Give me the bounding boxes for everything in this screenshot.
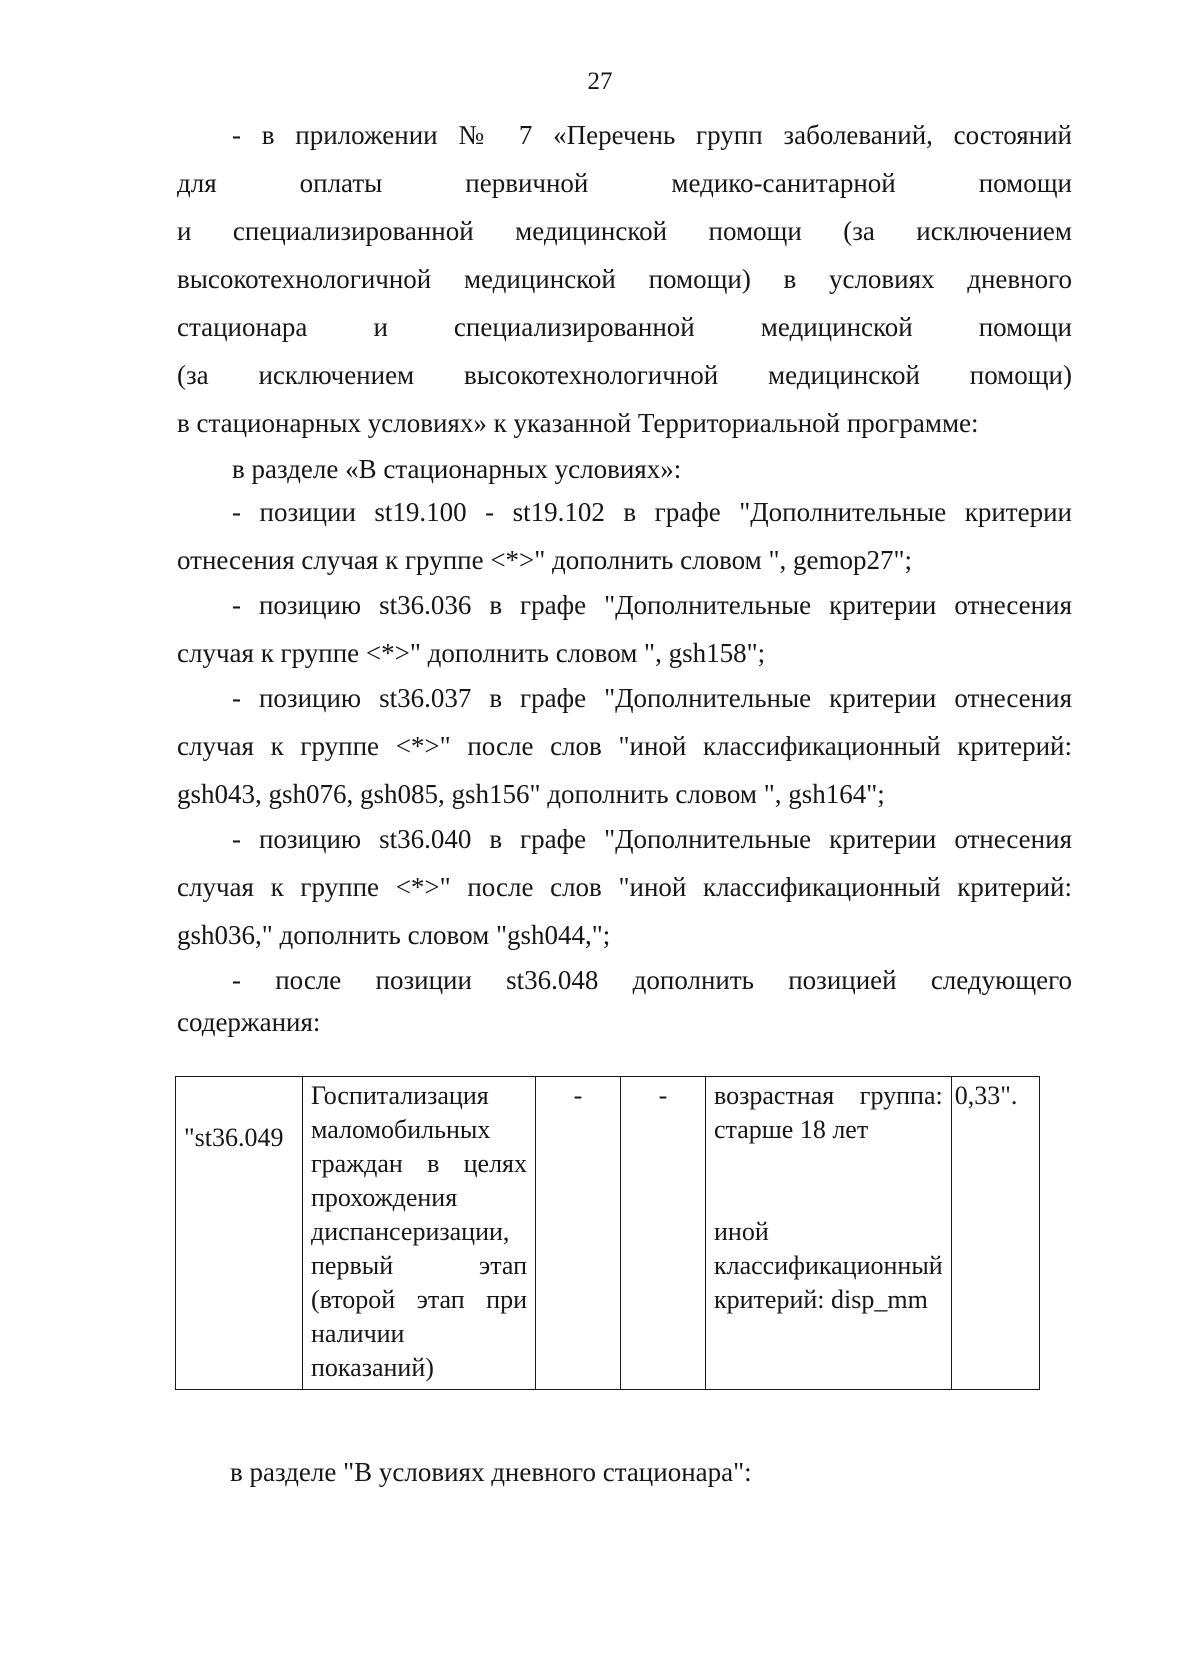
intro-paragraph: [177, 111, 1072, 447]
amendment-item: - позиции st19.100 - st19.102 в графе "Дополнительные критерии отнесения случая к группе <*>" дополнить словом ", gemop27";: [177, 497, 1072, 575]
criteria-age-group: возрастная группа: старше 18 лет: [714, 1081, 943, 1144]
intro-line: (за исключением высокотехнологичной медицинской помощи): [177, 360, 1072, 390]
criteria-gap: [714, 1147, 943, 1215]
inserted-position-table: [175, 1076, 1040, 1390]
after-position-line: - после позиции st36.048 дополнить позицией следующего: [232, 965, 1072, 995]
coefficient-cell: 0,33".: [951, 1077, 1039, 1390]
section-inpatient-heading: в разделе «В стационарных условиях»:: [232, 454, 682, 484]
section-day-hospital-heading: в разделе "В условиях дневного стационара":: [230, 1457, 752, 1487]
criteria-classification: иной классификационный критерий: disp_mm: [714, 1217, 943, 1314]
page-number: 27: [587, 68, 613, 95]
position-code-cell: "st36.049: [176, 1077, 303, 1390]
after-position-line: содержания:: [177, 1007, 321, 1037]
position-table: [175, 1076, 1040, 1390]
intro-line: в стационарных условиях» к указанной Территориальной программе:: [177, 408, 979, 438]
intro-line: - в приложении № 7 «Перечень групп заболеваний, состояний: [232, 120, 1072, 150]
amendment-item: - позицию st36.040 в графе "Дополнительные критерии отнесения случая к группе <*>" после слов "иной классификационный критерий: gsh036," дополнить словом "gsh044,";: [177, 824, 1072, 950]
intro-line: для оплаты первичной медико-санитарной помощи: [177, 168, 1072, 198]
intro-line: стационара и специализированной медицинской помощи: [177, 312, 1072, 342]
intro-line: высокотехнологичной медицинской помощи) в условиях дневного: [177, 264, 1072, 294]
table-row: [176, 1077, 1040, 1390]
amendment-item: - позицию st36.037 в графе "Дополнительные критерии отнесения случая к группе <*>" после слов "иной классификационный критерий: gsh043, gsh076, gsh085, gsh156" дополнить словом ", gsh164";: [177, 683, 1072, 809]
criteria-cell: [706, 1077, 952, 1390]
amendment-item: - позицию st36.036 в графе "Дополнительные критерии отнесения случая к группе <*>" дополнить словом ", gsh158";: [177, 590, 1072, 668]
document-body: [177, 111, 1072, 1046]
dash-cell: -: [536, 1077, 621, 1390]
dash-cell: -: [621, 1077, 706, 1390]
intro-line: и специализированной медицинской помощи (за исключением: [177, 216, 1072, 246]
amendment-item: [177, 956, 1072, 1046]
position-name-cell: Госпитализация маломобильных граждан в целях прохождения диспансеризации, первый этап (второй этап при наличии показаний): [303, 1077, 536, 1390]
